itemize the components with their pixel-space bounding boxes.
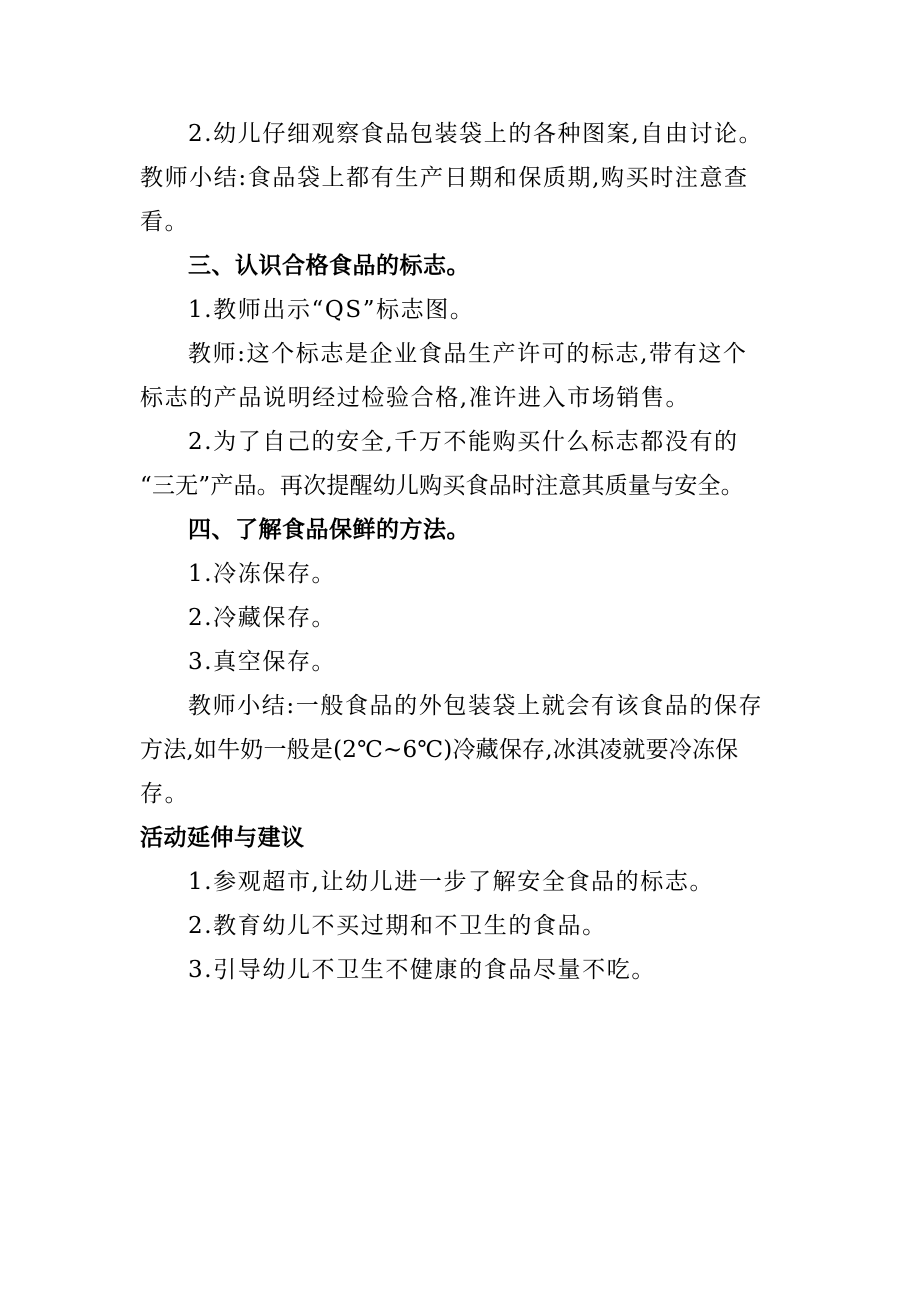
section-heading-4: 四、了解食品保鲜的方法。 (188, 517, 470, 543)
document-page (140, 112, 782, 992)
list-item: 2.教育幼儿不买过期和不卫生的食品。 (188, 913, 607, 939)
paragraph-line: 教师小结:食品袋上都有生产日期和保质期,购买时注意查 (140, 165, 749, 191)
list-item: 1.冷冻保存。 (188, 561, 337, 587)
section-heading-extension: 活动延伸与建议 (140, 825, 305, 851)
paragraph-line: “三无”产品。再次提醒幼儿购买食品时注意其质量与安全。 (140, 473, 744, 499)
section-heading-3: 三、认识合格食品的标志。 (188, 253, 470, 279)
paragraph-line: 教师:这个标志是企业食品生产许可的标志,带有这个 (188, 341, 748, 367)
paragraph-line: 存。 (140, 781, 190, 807)
paragraph-line: 看。 (140, 209, 190, 235)
paragraph-line: 方法,如牛奶一般是(2℃~6℃)冷藏保存,冰淇凌就要冷冻保 (140, 737, 739, 763)
paragraph-line: 2.幼儿仔细观察食品包装袋上的各种图案,自由讨论。 (188, 121, 764, 147)
list-item: 3.真空保存。 (188, 649, 337, 675)
paragraph-line: 标志的产品说明经过检验合格,准许进入市场销售。 (140, 385, 691, 411)
list-item: 3.引导幼儿不卫生不健康的食品尽量不吃。 (188, 957, 656, 983)
paragraph-line: 教师小结:一般食品的外包装袋上就会有该食品的保存 (188, 693, 764, 719)
list-item: 2.冷藏保存。 (188, 605, 337, 631)
list-item: 1.参观超市,让幼儿进一步了解安全食品的标志。 (188, 869, 715, 895)
paragraph-line: 1.教师出示“QS”标志图。 (188, 297, 475, 323)
paragraph-line: 2.为了自己的安全,千万不能购买什么标志都没有的 (188, 429, 739, 455)
